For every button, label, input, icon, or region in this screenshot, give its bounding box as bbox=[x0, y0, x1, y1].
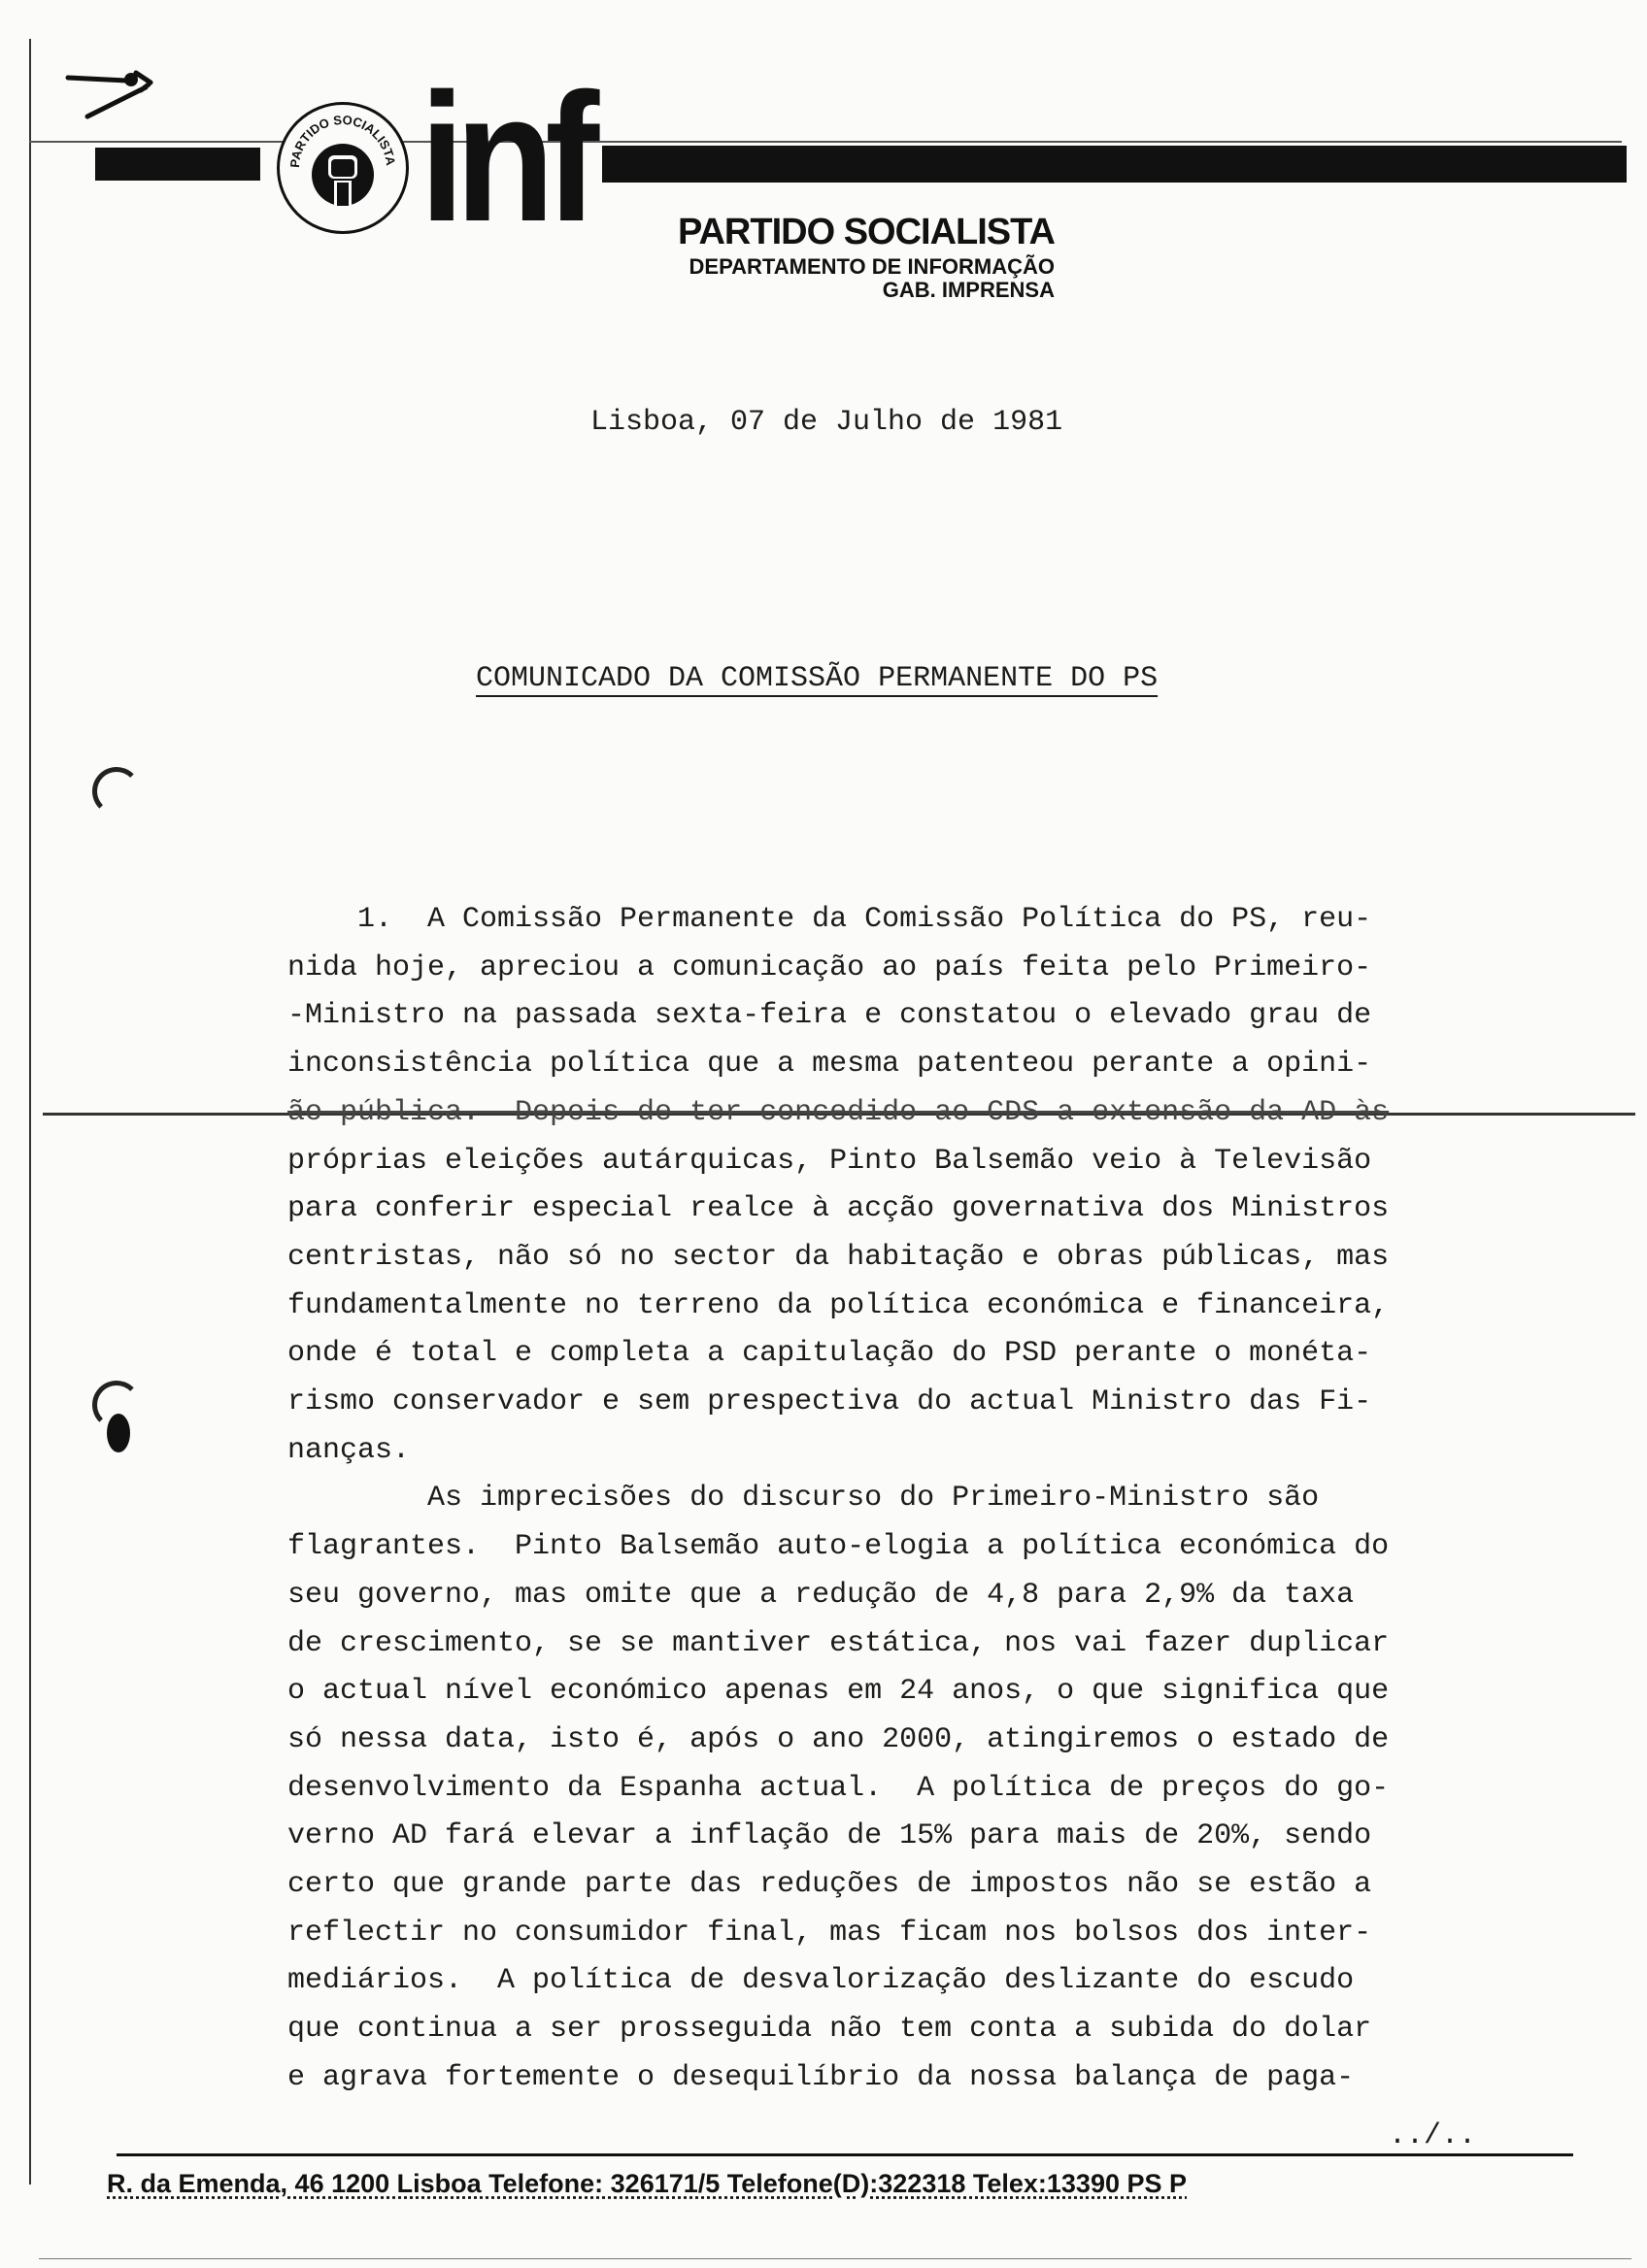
body-line: -Ministro na passada sexta-feira e constatou o elevado grau de bbox=[287, 999, 1372, 1033]
body-line: o actual nível económico apenas em 24 anos, o que significa que bbox=[287, 1675, 1390, 1709]
inf-logo: inf bbox=[420, 54, 590, 260]
body-line: centristas, não só no sector da habitação e obras públicas, mas bbox=[287, 1240, 1390, 1274]
footer-rule bbox=[117, 2153, 1573, 2156]
body-line: nida hoje, apreciou a comunicação ao país feita pelo Primeiro- bbox=[287, 951, 1372, 984]
body-line: fundamentalmente no terreno da política económica e financeira, bbox=[287, 1288, 1390, 1322]
scan-bottom-line bbox=[39, 2258, 1631, 2259]
body-line: ão pública. Depois de ter concedido ao CDS a extensão da AD às bbox=[287, 1095, 1390, 1129]
body-line: próprias eleições autárquicas, Pinto Balsemão veio à Televisão bbox=[287, 1144, 1372, 1178]
fist-emblem-icon bbox=[280, 105, 406, 231]
body-line: seu governo, mas omite que a redução de 4,8 para 2,9% da taxa bbox=[287, 1578, 1355, 1612]
continuation-mark: ../.. bbox=[1389, 2119, 1477, 2152]
body-line: flagrantes. Pinto Balsemão auto-elogia a política económica do bbox=[287, 1530, 1390, 1564]
body-line: mediários. A política de desvalorização deslizante do escudo bbox=[287, 1964, 1355, 1998]
body-line: As imprecisões do discurso do Primeiro-Ministro são bbox=[287, 1482, 1320, 1516]
body-line: reflectir no consumidor final, mas ficam nos bolsos dos inter- bbox=[287, 1916, 1372, 1950]
scan-edge-line bbox=[29, 39, 31, 2185]
body-line: onde é total e completa a capitulação do PSD perante o monéta- bbox=[287, 1337, 1372, 1371]
body-line: inconsistência política que a mesma patenteou perante a opini- bbox=[287, 1048, 1372, 1082]
body-line: rismo conservador e sem prespectiva do actual Ministro das Fi- bbox=[287, 1385, 1372, 1418]
body-line: desenvolvimento da Espanha actual. A política de preços do go- bbox=[287, 1771, 1390, 1805]
body-line: e agrava fortemente o desequilíbrio da nossa balança de paga- bbox=[287, 2060, 1355, 2094]
organization-name: PARTIDO SOCIALISTA bbox=[677, 212, 1055, 252]
body-line: só nessa data, isto é, após o ano 2000, atingiremos o estado de bbox=[287, 1722, 1390, 1756]
scan-top-line bbox=[29, 141, 1622, 143]
punch-hole-mark bbox=[92, 767, 141, 816]
letterhead-footer-address: R. da Emenda, 46 1200 Lisboa Telefone: 326171/5 Telefone(D):322318 Telex:13390 PS P bbox=[107, 2169, 1188, 2198]
body-line: para conferir especial realce à acção governativa dos Ministros bbox=[287, 1192, 1390, 1226]
body-line: nanças. bbox=[287, 1433, 411, 1467]
body-line: de crescimento, se se mantiver estática, nos vai fazer duplicar bbox=[287, 1626, 1390, 1660]
body-line: verno AD fará elevar a inflação de 15% para mais de 20%, sendo bbox=[287, 1819, 1372, 1853]
party-seal bbox=[277, 102, 409, 234]
punch-hole-blob bbox=[107, 1414, 130, 1452]
letterhead-bar-left bbox=[95, 148, 260, 181]
body-line: que continua a ser prosseguida não tem conta a subida do dolar bbox=[287, 2013, 1372, 2047]
office-name: GAB. IMPRENSA bbox=[882, 278, 1055, 302]
scan-scribble bbox=[58, 53, 175, 131]
document-title: COMUNICADO DA COMISSÃO PERMANENTE DO PS bbox=[476, 662, 1159, 695]
body-line: 1. A Comissão Permanente da Comissão Política do PS, reu- bbox=[287, 903, 1372, 936]
letterhead-bar-right bbox=[602, 146, 1627, 183]
seal-text: PARTIDO SOCIALISTA bbox=[286, 112, 399, 169]
dateline: Lisboa, 07 de Julho de 1981 bbox=[590, 406, 1063, 439]
department-name: DEPARTAMENTO DE INFORMAÇÃO bbox=[689, 254, 1055, 279]
body-line: certo que grande parte das reduções de impostos não se estão a bbox=[287, 1868, 1372, 1901]
